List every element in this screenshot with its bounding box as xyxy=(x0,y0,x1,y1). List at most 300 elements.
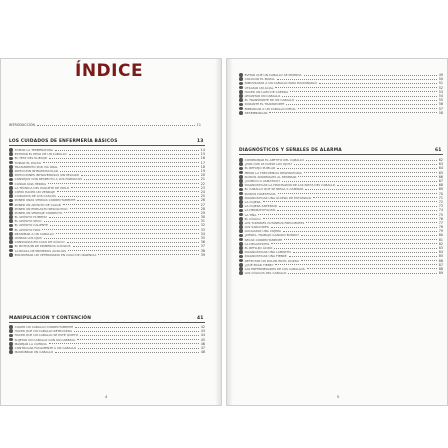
dot-leader xyxy=(49,343,199,344)
toc-entry-label: CONSIGNAS EN CASO DE CÓLICO xyxy=(14,240,65,245)
toc-entry-page: 38 xyxy=(200,248,205,253)
bullet-icon xyxy=(9,186,13,190)
bullet-icon xyxy=(9,346,13,350)
dot-leader xyxy=(42,229,198,230)
toc-entry-label: LIMPIAR LOS OJOS xyxy=(14,236,42,241)
bullet-icon xyxy=(9,182,13,186)
bullet-icon xyxy=(239,82,243,86)
dot-leader xyxy=(286,104,436,105)
toc-entry-label: MANEJAR LA CUERDA xyxy=(14,341,47,346)
toc-entry-page: 42 xyxy=(200,325,205,330)
toc-entry-page: 54 xyxy=(438,94,443,99)
toc-entry-label: LA TÉCNICA DEL PAQUETE DE HIELO xyxy=(14,185,70,190)
gutter-shadow xyxy=(227,59,233,405)
toc-entry-page: 77 xyxy=(438,220,443,225)
toc-entry-label: EL APÓSITO HÚMEDO xyxy=(14,215,47,220)
bullet-icon xyxy=(239,217,243,221)
toc-entry-label: INMOVILIZAR A UN CABALLO PARA EXAMINARLO xyxy=(244,81,317,86)
dot-leader xyxy=(49,217,199,218)
dot-leader xyxy=(63,204,199,205)
toc-entry-label: EL APÓSITO SECO xyxy=(14,219,42,224)
toc-entry-label: PONER UN VENDAJE CORRECTO xyxy=(14,210,63,215)
toc-entry-label: SUJETAR UN CABALLO CON UN CABEZAL xyxy=(14,337,76,342)
bullet-icon xyxy=(239,77,243,81)
bullet-icon xyxy=(239,158,243,162)
toc-list-handling xyxy=(9,325,205,354)
toc-entry-label: HACER QUE UN CABALLO SE ESTÉ QUIETO xyxy=(14,333,79,338)
toc-entry-label: LOS CÓLICOS DEL CABALLO xyxy=(244,271,287,276)
toc-entry-label: EL TRANSPORTE DE UN CABALLO xyxy=(244,98,295,103)
toc-entry-label: EL APÓSITO CALIENTE xyxy=(14,223,48,228)
dot-leader xyxy=(304,75,437,76)
bullet-icon xyxy=(9,207,13,211)
toc-intro-page: 11 xyxy=(196,123,201,127)
toc-entry[interactable] xyxy=(9,350,205,354)
toc-entry-page: 80 xyxy=(438,233,443,238)
toc-entry-page: 63 xyxy=(438,162,443,167)
toc-entry-label: LA COJERA ANTERIOR xyxy=(244,204,277,209)
section-heading-diagnosis-page: 61 xyxy=(435,148,442,153)
toc-entry-label: DIAGNOSTICAR UNA FIEBRE xyxy=(244,254,287,259)
page-number-left: 4 xyxy=(105,395,108,399)
dot-leader xyxy=(48,183,199,184)
bullet-icon xyxy=(239,107,243,111)
dot-leader xyxy=(64,212,198,213)
toc-entry-label: EL REFLEJO PUPILAR xyxy=(244,166,276,171)
left-page xyxy=(0,58,222,406)
toc-entry-page: 35 xyxy=(200,236,205,241)
toc-entry-label: EL APÓSITO FRÍO xyxy=(14,227,41,232)
toc-entry-page: 89 xyxy=(438,271,443,276)
toc-entry-page: 47 xyxy=(200,346,205,351)
dot-leader xyxy=(98,254,198,255)
dot-leader xyxy=(57,191,199,192)
toc-entry-label: TOMAR EL PULSO xyxy=(14,160,41,165)
dot-leader xyxy=(74,331,199,332)
toc-entry-page: 78 xyxy=(438,225,443,230)
toc-entry-label: PONER UN EMPLASTO RESOLUTIVO xyxy=(14,206,68,211)
dot-leader xyxy=(49,158,199,159)
toc-entry-page: 18 xyxy=(200,164,205,169)
toc-entry-label: DURANTE EL TRANSPORTE xyxy=(244,102,285,107)
section-rule xyxy=(239,154,443,155)
toc-entry-label: TOMAR LA TEMPERATURA xyxy=(14,148,54,153)
toc-entry-label: DETECTAR UN DOLOR EN EL DORSO xyxy=(244,258,299,263)
section-heading-nursing-page: 13 xyxy=(197,139,204,144)
toc-entry-page: 43 xyxy=(200,329,205,334)
toc-entry-page: 21 xyxy=(200,177,205,182)
toc-entry-page: 27 xyxy=(200,202,205,207)
toc-intro-row[interactable] xyxy=(9,123,201,127)
dot-leader xyxy=(37,125,195,126)
bullet-icon xyxy=(239,192,243,196)
toc-entry-page: 53 xyxy=(438,89,443,94)
bullet-icon xyxy=(239,179,243,183)
toc-entry-label: LA TIÑA xyxy=(244,212,257,217)
toc-entry-page: 14 xyxy=(200,148,205,153)
toc-entry-page: 74 xyxy=(438,208,443,213)
bullet-icon xyxy=(9,148,13,152)
section-heading-handling-page: 41 xyxy=(197,316,204,321)
dot-leader xyxy=(290,91,437,92)
bullet-icon xyxy=(9,194,13,198)
toc-entry-label: DESEMBARCAR xyxy=(244,110,268,115)
bullet-icon xyxy=(239,94,243,98)
bullet-icon xyxy=(9,236,13,240)
toc-entry-label: RUIDOS DIGESTIVOS xyxy=(244,191,276,196)
toc-entry-page: 51 xyxy=(438,81,443,86)
toc-entry-label: LEVANTAR UN CABALLO xyxy=(244,94,281,99)
bullet-icon xyxy=(9,325,13,329)
toc-entry-label: EL TEST DEL PLIEGUE xyxy=(14,156,48,161)
bullet-icon xyxy=(239,246,243,250)
toc-entry-page: 31 xyxy=(200,219,205,224)
toc-entry-page: 68 xyxy=(438,183,443,188)
toc-entry-label: COGER UN CABALLO CORRECTAMENTE xyxy=(14,325,74,330)
bullet-icon xyxy=(9,232,13,236)
section-rule xyxy=(9,322,205,323)
bullet-icon xyxy=(239,196,243,200)
toc-entry-label: DIAGNOSTICAR UNA LAMINITIS xyxy=(244,250,291,255)
toc-entry-page: 87 xyxy=(438,262,443,267)
dot-leader xyxy=(277,210,436,211)
toc-entry-label: UTILIZAR UN ACIAL xyxy=(244,85,274,90)
toc-entry[interactable] xyxy=(239,271,443,275)
bullet-icon xyxy=(9,334,13,338)
toc-entry-page: 64 xyxy=(438,166,443,171)
toc-entry-page: 76 xyxy=(438,216,443,221)
dot-leader xyxy=(301,260,437,261)
toc-entry-page: 15 xyxy=(200,152,205,157)
dot-leader xyxy=(263,201,437,202)
toc-entry-label: LA DEGASTRITIS xyxy=(244,241,270,246)
gutter-shadow xyxy=(215,59,221,405)
bullet-icon xyxy=(9,211,13,215)
right-page xyxy=(226,58,448,406)
bullet-icon xyxy=(239,162,243,166)
bullet-icon xyxy=(239,242,243,246)
toc-entry-page: 22 xyxy=(200,181,205,186)
toc-list-continued xyxy=(239,73,443,115)
dot-leader xyxy=(277,168,437,169)
toc-entry-label: PONER UNAS VENDAS CORRECTAMENTE xyxy=(14,198,76,203)
bullet-icon xyxy=(9,152,13,156)
dot-leader xyxy=(44,221,199,222)
toc-entry-label: HACER UN LAZO DE CUERDA xyxy=(244,89,289,94)
dot-leader xyxy=(294,164,437,165)
dot-leader xyxy=(55,150,199,151)
toc-entry-page: 71 xyxy=(438,195,443,200)
bullet-icon xyxy=(9,203,13,207)
dot-leader xyxy=(296,100,437,101)
bullet-icon xyxy=(239,250,243,254)
dot-leader xyxy=(301,235,437,236)
bullet-icon xyxy=(239,234,243,238)
bullet-icon xyxy=(9,240,13,244)
toc-entry-label: ENCONTRAR UN VETERINARIO EN CASO DE URGENCIA xyxy=(14,252,97,257)
dot-leader xyxy=(78,348,199,349)
toc-entry-page: 65 xyxy=(438,170,443,175)
bullet-icon xyxy=(9,253,13,257)
bullet-icon xyxy=(9,165,13,169)
dot-leader xyxy=(73,246,199,247)
dot-leader xyxy=(306,222,437,223)
dot-leader xyxy=(289,256,437,257)
toc-intro-label: INTRODUCCIÓN xyxy=(9,123,35,127)
toc-entry-page: 58 xyxy=(438,110,443,115)
bullet-icon xyxy=(9,329,13,333)
dot-leader xyxy=(71,187,199,188)
toc-entry-label: EL CABALLO QUE SE NIEGA A CAMINAR xyxy=(244,187,304,192)
dot-leader xyxy=(274,248,436,249)
dot-leader xyxy=(271,243,437,244)
toc-entry[interactable] xyxy=(239,111,443,115)
toc-entry-page: 33 xyxy=(200,227,205,232)
section-heading-diagnosis: DIAGNÓSTICOS Y SEÑALES DE ALARMA xyxy=(239,148,342,153)
toc-entry-label: EVITAR QUE UN CABALLO SE MUERDA xyxy=(244,73,302,78)
toc-entry-page: 34 xyxy=(200,231,205,236)
toc-entry-label: ESTIMAR EL PESO DE UN CABALLO xyxy=(14,152,67,157)
toc-entry-label: TRATAMIENTO POR VÍA ORAL xyxy=(14,164,58,169)
bullet-icon xyxy=(239,229,243,233)
dot-leader xyxy=(275,87,436,88)
toc-entry-page: 88 xyxy=(438,266,443,271)
toc-entry-page: 19 xyxy=(200,169,205,174)
dot-leader xyxy=(56,233,199,234)
toc-entry-page: 50 xyxy=(438,77,443,82)
dot-leader xyxy=(77,339,199,340)
bullet-icon xyxy=(239,209,243,213)
toc-entry-label: LOS TUMORES CUTÁNEOS FRECUENTES xyxy=(244,220,305,225)
bullet-icon xyxy=(239,73,243,77)
toc-entry-label: ¿CÓMICO O ASMÁTICO? xyxy=(244,179,280,184)
toc-entry-page: 49 xyxy=(438,73,443,78)
toc-entry-label: SECAR CORRECTAMENTE xyxy=(244,237,283,242)
bullet-icon xyxy=(9,173,13,177)
toc-entry-page: 84 xyxy=(438,250,443,255)
toc-entry-label: LAS ENFERMEDADES DE LOS CABALLOS xyxy=(244,266,305,271)
bullet-icon xyxy=(239,263,243,267)
bullet-icon xyxy=(239,204,243,208)
bullet-icon xyxy=(239,255,243,259)
toc-entry-page: 85 xyxy=(438,254,443,259)
toc-entry-page: 69 xyxy=(438,187,443,192)
toc-entry-label: MANIOBRAR UN CABALLO xyxy=(14,350,54,355)
toc-entry-label: DIAGNOSTICAR UNA ÚLCERA DE ESTÓMAGO xyxy=(244,195,312,200)
toc-entry-label: LA DERMATOFILOSIS xyxy=(244,208,276,213)
dot-leader xyxy=(293,252,437,253)
dot-leader xyxy=(75,327,199,328)
dot-leader xyxy=(263,218,437,219)
dot-leader xyxy=(258,214,436,215)
bullet-icon xyxy=(239,221,243,225)
toc-entry-page: 20 xyxy=(200,173,205,178)
bullet-icon xyxy=(239,98,243,102)
dot-leader xyxy=(282,181,437,182)
toc-entry-label: CUIDAR UNA HERIDA xyxy=(14,181,46,186)
bullet-icon xyxy=(9,219,13,223)
page-title: ÍNDICE xyxy=(75,61,144,81)
toc-entry-page: 82 xyxy=(438,241,443,246)
toc-entry-page: 30 xyxy=(200,215,205,220)
dot-leader xyxy=(284,239,436,240)
toc-entry-label: LOCALIZAR UNA COJERA xyxy=(244,229,282,234)
toc-entry-page: 86 xyxy=(438,258,443,263)
toc-entry-page: 79 xyxy=(438,229,443,234)
toc-entry-label: HACER QUE UN CABALLO RETROCEDA xyxy=(14,329,73,334)
toc-entry-page: 45 xyxy=(200,337,205,342)
bullet-icon xyxy=(9,249,13,253)
toc-entry-page: 46 xyxy=(200,341,205,346)
toc-entry-page: 29 xyxy=(200,210,205,215)
toc-entry-page: 16 xyxy=(200,156,205,161)
bullet-icon xyxy=(239,90,243,94)
dot-leader xyxy=(279,206,437,207)
toc-entry-page: 28 xyxy=(200,206,205,211)
bullet-icon xyxy=(239,225,243,229)
toc-list-nursing xyxy=(9,148,205,257)
toc-entry-label: CONSEJOS CON RESPECTO A LOS FÁRMACOS xyxy=(14,177,83,182)
bullet-icon xyxy=(239,183,243,187)
dot-leader xyxy=(55,352,199,353)
toc-entry-page: 83 xyxy=(438,246,443,251)
toc-entry-page: 62 xyxy=(438,158,443,163)
toc-entry[interactable] xyxy=(9,253,205,257)
toc-entry-label: EL REFLUJO ÁCIDO xyxy=(244,246,273,251)
bullet-icon xyxy=(239,111,243,115)
toc-entry-page: 32 xyxy=(200,223,205,228)
section-heading-handling: MANIPULACIÓN Y CONTENCIÓN xyxy=(9,316,92,321)
bullet-icon xyxy=(239,213,243,217)
toc-entry-page: 24 xyxy=(200,189,205,194)
page-number-right: 5 xyxy=(337,395,340,399)
dot-leader xyxy=(298,176,436,177)
dot-leader xyxy=(306,160,437,161)
dot-leader xyxy=(282,96,437,97)
toc-entry-label: CUIDADOS DE LOS CASCOS xyxy=(14,194,56,199)
toc-entry-page: 57 xyxy=(438,106,443,111)
dot-leader xyxy=(84,179,199,180)
toc-list-diagnosis xyxy=(239,158,443,275)
dot-leader xyxy=(58,196,199,197)
bullet-icon xyxy=(9,169,13,173)
dot-leader xyxy=(307,268,437,269)
bullet-icon xyxy=(239,271,243,275)
bullet-icon xyxy=(239,167,243,171)
dot-leader xyxy=(288,273,436,274)
toc-entry-page: 17 xyxy=(200,160,205,165)
toc-entry-label: EMBARCAR A UN CABALLO DIFÍCIL xyxy=(244,106,296,111)
toc-entry-label: LA BOLSA DE PRIMEROS AUXILIOS xyxy=(14,248,67,253)
toc-entry-page: 52 xyxy=(438,85,443,90)
dot-leader xyxy=(81,175,199,176)
dot-leader xyxy=(313,197,437,198)
dot-leader xyxy=(269,112,436,113)
dot-leader xyxy=(277,79,437,80)
toc-entry-page: 81 xyxy=(438,237,443,242)
toc-entry-label: ¿DESEA, TRABAJO GANADO BURRO? xyxy=(244,233,299,238)
dot-leader xyxy=(337,185,437,186)
dot-leader xyxy=(271,227,437,228)
toc-entry-label: INYECCIONES INTRAVENOSAS SIN PELIGRO xyxy=(14,173,80,178)
bullet-icon xyxy=(9,199,13,203)
bullet-icon xyxy=(9,215,13,219)
dot-leader xyxy=(68,250,199,251)
toc-entry-label: ¿POR QUÉ LE DUELE LOS OJOS? xyxy=(244,162,293,167)
toc-entry-label: MEDIR LA FRECUENCIA RESPIRATORIA xyxy=(244,170,302,175)
toc-entry-page: 23 xyxy=(200,185,205,190)
toc-entry-page: 70 xyxy=(438,191,443,196)
toc-entry-page: 25 xyxy=(200,194,205,199)
toc-entry-label: RUIDOS ANORMALES AL RESPIRAR xyxy=(244,174,297,179)
section-rule xyxy=(9,145,205,146)
toc-entry-page: 26 xyxy=(200,198,205,203)
bullet-icon xyxy=(9,178,13,182)
dot-leader xyxy=(319,83,437,84)
dot-leader xyxy=(69,154,199,155)
bullet-icon xyxy=(9,190,13,194)
dot-leader xyxy=(50,225,199,226)
dot-leader xyxy=(275,264,436,265)
toc-entry-label: DIAGNOSTICAR LA HINCHAZÓN DE LAS PATAS DEL CABALLO xyxy=(244,183,336,188)
toc-entry-page: 73 xyxy=(438,204,443,209)
dot-leader xyxy=(70,208,199,209)
toc-entry-label: CONTROLAR FÁCILMENTE A UN CABALLO xyxy=(14,346,77,351)
bullet-icon xyxy=(9,224,13,228)
bullet-icon xyxy=(9,350,13,354)
toc-entry-page: 55 xyxy=(438,98,443,103)
bullet-icon xyxy=(9,342,13,346)
dot-leader xyxy=(60,171,199,172)
toc-entry-label: REANIMAR A UN CABALLO xyxy=(14,231,54,236)
toc-entry-label: COMPROBAR EL APETITO DEL CABALLO xyxy=(244,158,304,163)
bullet-icon xyxy=(9,157,13,161)
dot-leader xyxy=(304,172,437,173)
dot-leader xyxy=(80,335,199,336)
dot-leader xyxy=(77,200,198,201)
toc-entry-page: 75 xyxy=(438,212,443,217)
toc-entry-label: ¿QUÉ EDAD TIENE? xyxy=(244,262,274,267)
dot-leader xyxy=(43,162,199,163)
toc-entry-page: 36 xyxy=(200,240,205,245)
toc-entry-label: COLOCAR EL BOZAL xyxy=(244,77,275,82)
dot-leader xyxy=(278,193,437,194)
dot-leader xyxy=(44,238,199,239)
toc-entry-page: 48 xyxy=(200,350,205,355)
toc-entry-page: 56 xyxy=(438,102,443,107)
bullet-icon xyxy=(239,175,243,179)
toc-entry-label: INYECCIÓN INTRAMUSCULAR xyxy=(14,169,58,174)
dot-leader xyxy=(305,189,436,190)
dot-leader xyxy=(298,108,437,109)
toc-entry-page: 44 xyxy=(200,333,205,338)
toc-entry-page: 39 xyxy=(200,252,205,257)
toc-entry-label: EL BOTIQUÍN DE PRIMEROS AUXILIOS xyxy=(14,244,71,249)
bullet-icon xyxy=(239,200,243,204)
toc-entry-page: 67 xyxy=(438,179,443,184)
bullet-icon xyxy=(239,103,243,107)
toc-entry-label: LA COJERA xyxy=(244,199,261,204)
toc-entry-label: PONER UN APÓSITO DE CALOR xyxy=(14,202,61,207)
dot-leader xyxy=(283,231,437,232)
toc-entry-label: CÓMO HACER UN VENDAJE xyxy=(14,189,55,194)
toc-entry-label: EL CÓLICO xyxy=(244,216,261,221)
dot-leader xyxy=(67,242,199,243)
bullet-icon xyxy=(239,188,243,192)
bullet-icon xyxy=(9,245,13,249)
dot-leader xyxy=(60,166,199,167)
toc-entry-label: LOS SARCOIDES xyxy=(244,225,269,230)
